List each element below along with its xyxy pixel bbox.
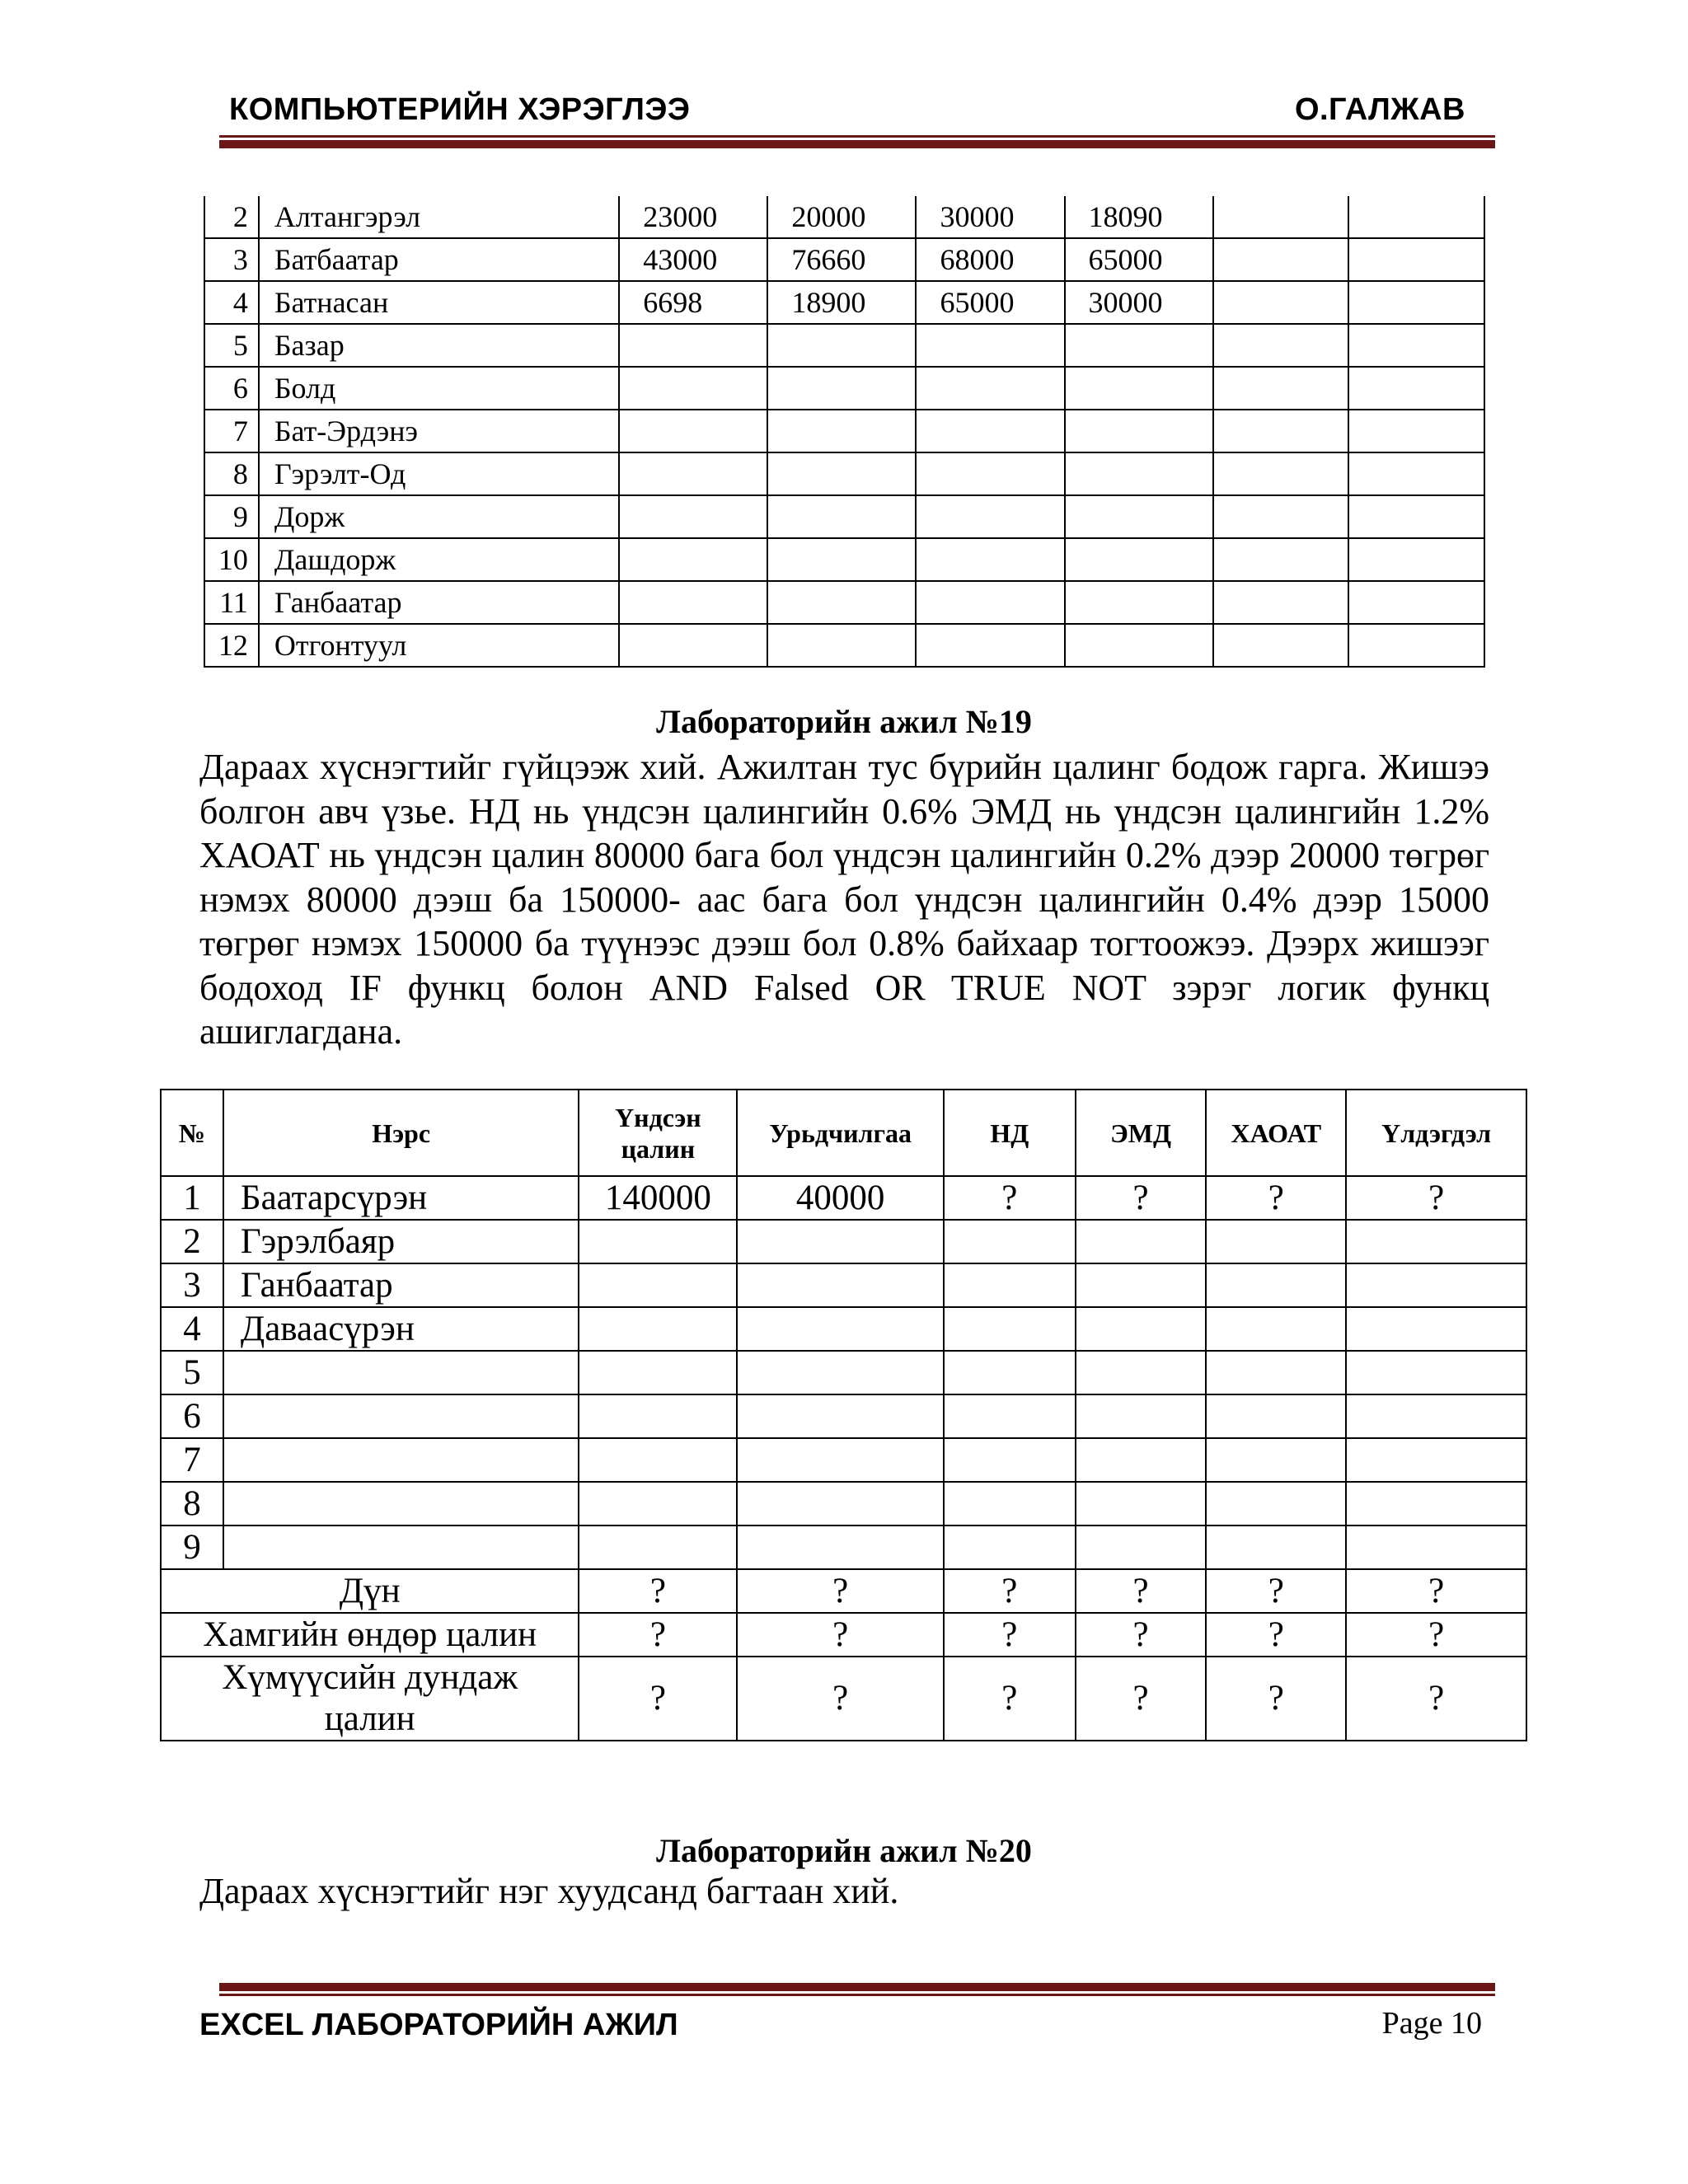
row-value	[579, 1526, 737, 1569]
empty-cell	[1348, 324, 1484, 367]
row-value	[767, 452, 916, 495]
empty-cell	[1213, 538, 1349, 581]
row-value	[916, 452, 1064, 495]
table-row	[204, 495, 1484, 538]
table-row	[204, 410, 1484, 452]
col-header: ХАОАТ	[1206, 1090, 1346, 1176]
row-value	[1206, 1482, 1346, 1526]
row-name: Гэрэлт-Од	[259, 452, 619, 495]
row-value	[619, 410, 767, 452]
summary-value: ?	[737, 1613, 944, 1657]
row-value	[944, 1351, 1076, 1394]
empty-cell	[1348, 238, 1484, 281]
row-number: 8	[161, 1482, 223, 1526]
page-number: Page 10	[1381, 2006, 1482, 2041]
row-name: Дорж	[259, 495, 619, 538]
row-name: Ганбаатар	[223, 1263, 579, 1307]
row-value	[1076, 1220, 1207, 1263]
empty-cell	[1213, 410, 1349, 452]
row-value: 23000	[619, 196, 767, 238]
row-name: Дашдорж	[259, 538, 619, 581]
row-number: 7	[204, 410, 259, 452]
row-value	[944, 1438, 1076, 1482]
empty-cell	[1213, 238, 1349, 281]
row-value: 30000	[1065, 281, 1213, 324]
row-value: 76660	[767, 238, 916, 281]
row-number: 2	[161, 1220, 223, 1263]
row-value	[1065, 410, 1213, 452]
row-number: 8	[204, 452, 259, 495]
row-value	[1206, 1394, 1346, 1438]
row-value	[916, 410, 1064, 452]
row-number: 12	[204, 624, 259, 667]
table-row	[204, 367, 1484, 410]
row-value	[916, 581, 1064, 624]
row-value	[767, 581, 916, 624]
row-value	[1065, 324, 1213, 367]
row-value	[579, 1438, 737, 1482]
empty-cell	[1213, 196, 1349, 238]
row-value	[1346, 1438, 1526, 1482]
row-value	[1346, 1526, 1526, 1569]
row-value	[1065, 581, 1213, 624]
table-row	[161, 1176, 1526, 1220]
row-number: 11	[204, 581, 259, 624]
row-number: 5	[204, 324, 259, 367]
row-value	[737, 1394, 944, 1438]
row-name: Алтангэрэл	[259, 196, 619, 238]
row-value: ?	[1346, 1176, 1526, 1220]
row-number: 9	[204, 495, 259, 538]
summary-row	[161, 1569, 1526, 1613]
summary-value: ?	[1206, 1569, 1346, 1613]
row-name: Базар	[259, 324, 619, 367]
row-value	[767, 410, 916, 452]
table-row	[161, 1220, 1526, 1263]
table-row	[204, 581, 1484, 624]
row-value: 43000	[619, 238, 767, 281]
row-value	[1076, 1351, 1207, 1394]
lab19-text: Дараах хүснэгтийг гүйцээж хий. Ажилтан тус бүрийн цалинг бодож гарга. Жишээ болгон авч үзье. НД нь үндсэн цалингийн 0.6% ЭМД нь үндсэн цалингийн 1.2% ХАОАТ нь үндсэн цалин 80000 бага бол үндсэн цалингийн 0.2% дээр 20000 төгрөг нэмэх 80000 дээш ба 150000- аас бага бол үндсэн цалингийн 0.4% дээр 15000 төгрөг нэмэх 150000 ба түүнээс дээш бол 0.8% байхаар тогтоожээ. Дээрх жишээг бодоход IF функц болон AND Falsed OR TRUE NOT зэрэг логик функц ашиглагдана.	[199, 747, 1489, 1052]
row-value: 6698	[619, 281, 767, 324]
summary-label: Дүн	[161, 1569, 579, 1613]
empty-cell	[1213, 624, 1349, 667]
row-value	[737, 1351, 944, 1394]
summary-value: ?	[737, 1569, 944, 1613]
summary-value: ?	[579, 1657, 737, 1741]
row-value	[944, 1263, 1076, 1307]
row-value: 140000	[579, 1176, 737, 1220]
row-value: 65000	[916, 281, 1064, 324]
summary-row	[161, 1657, 1526, 1741]
empty-cell	[1213, 495, 1349, 538]
row-name: Отгонтуул	[259, 624, 619, 667]
empty-cell	[1348, 452, 1484, 495]
row-value	[579, 1263, 737, 1307]
summary-value: ?	[1076, 1613, 1207, 1657]
header-author: О.ГАЛЖАВ	[1294, 92, 1465, 127]
row-value	[767, 624, 916, 667]
summary-value: ?	[1346, 1569, 1526, 1613]
table-row	[204, 238, 1484, 281]
col-header: №	[161, 1090, 223, 1176]
row-value	[1206, 1307, 1346, 1351]
row-number: 6	[161, 1394, 223, 1438]
row-value	[1076, 1438, 1207, 1482]
empty-cell	[1348, 495, 1484, 538]
col-header: Урьдчилгаа	[737, 1090, 944, 1176]
summary-value: ?	[944, 1569, 1076, 1613]
row-name	[223, 1394, 579, 1438]
row-number: 3	[161, 1263, 223, 1307]
table-row	[161, 1351, 1526, 1394]
table-row	[204, 196, 1484, 238]
row-value	[619, 624, 767, 667]
row-value	[619, 581, 767, 624]
summary-value: ?	[1346, 1657, 1526, 1741]
row-value	[737, 1526, 944, 1569]
row-value	[1206, 1263, 1346, 1307]
row-value	[579, 1307, 737, 1351]
row-value	[767, 495, 916, 538]
row-value	[1346, 1307, 1526, 1351]
row-value	[1065, 624, 1213, 667]
row-value: 40000	[737, 1176, 944, 1220]
footer-title: EXCEL ЛАБОРАТОРИЙН АЖИЛ	[199, 2008, 678, 2042]
row-value	[1076, 1307, 1207, 1351]
row-value	[1206, 1526, 1346, 1569]
row-value	[1076, 1526, 1207, 1569]
row-value	[619, 495, 767, 538]
summary-value: ?	[944, 1657, 1076, 1741]
row-value: 20000	[767, 196, 916, 238]
salary-table-header	[161, 1090, 1526, 1176]
row-value: 18900	[767, 281, 916, 324]
col-header: НД	[944, 1090, 1076, 1176]
empty-cell	[1213, 452, 1349, 495]
empty-cell	[1213, 581, 1349, 624]
row-value	[944, 1526, 1076, 1569]
table-row	[161, 1263, 1526, 1307]
row-value	[1076, 1394, 1207, 1438]
empty-cell	[1213, 281, 1349, 324]
row-value	[1346, 1220, 1526, 1263]
header-title: КОМПЬЮТЕРИЙН ХЭРЭГЛЭЭ	[229, 92, 691, 127]
row-value	[1206, 1351, 1346, 1394]
header-rule	[219, 135, 1495, 148]
row-value	[579, 1482, 737, 1526]
summary-row	[161, 1613, 1526, 1657]
row-name: Баатарсүрэн	[223, 1176, 579, 1220]
names-table	[204, 196, 1485, 668]
row-value	[916, 538, 1064, 581]
row-value	[944, 1482, 1076, 1526]
summary-value: ?	[1346, 1613, 1526, 1657]
row-value	[737, 1263, 944, 1307]
summary-label: Хамгийн өндөр цалин	[161, 1613, 579, 1657]
row-value	[1065, 495, 1213, 538]
empty-cell	[1348, 196, 1484, 238]
row-value	[944, 1394, 1076, 1438]
lab20-text: Дараах хүснэгтийг нэг хуудсанд багтаан хий.	[199, 1871, 899, 1911]
row-value	[1346, 1351, 1526, 1394]
row-value: ?	[1076, 1176, 1207, 1220]
summary-value: ?	[944, 1613, 1076, 1657]
empty-cell	[1348, 367, 1484, 410]
table-row	[204, 281, 1484, 324]
row-number: 3	[204, 238, 259, 281]
empty-cell	[1348, 581, 1484, 624]
lab20-title: Лабораторийн ажил №20	[656, 1832, 1032, 1869]
table-row	[204, 624, 1484, 667]
summary-value: ?	[579, 1613, 737, 1657]
table-row	[161, 1307, 1526, 1351]
table-row	[161, 1482, 1526, 1526]
summary-value: ?	[737, 1657, 944, 1741]
row-value	[1206, 1220, 1346, 1263]
row-value	[1346, 1482, 1526, 1526]
row-value	[579, 1394, 737, 1438]
row-value: 65000	[1065, 238, 1213, 281]
row-value	[916, 624, 1064, 667]
summary-value: ?	[1206, 1613, 1346, 1657]
col-header: Үндсэн цалин	[579, 1090, 737, 1176]
row-name: Гэрэлбаяр	[223, 1220, 579, 1263]
row-value	[944, 1220, 1076, 1263]
row-value	[1076, 1482, 1207, 1526]
row-number: 1	[161, 1176, 223, 1220]
table-row	[161, 1394, 1526, 1438]
row-value	[619, 452, 767, 495]
row-value	[1065, 367, 1213, 410]
row-value	[737, 1482, 944, 1526]
salary-table	[160, 1089, 1527, 1741]
row-value	[916, 495, 1064, 538]
table-row	[161, 1526, 1526, 1569]
row-value	[619, 367, 767, 410]
row-name: Батбаатар	[259, 238, 619, 281]
row-name: Бат-Эрдэнэ	[259, 410, 619, 452]
col-header: Үлдэгдэл	[1346, 1090, 1526, 1176]
col-header: ЭМД	[1076, 1090, 1207, 1176]
row-name: Даваасүрэн	[223, 1307, 579, 1351]
table-row	[204, 452, 1484, 495]
row-value	[1346, 1394, 1526, 1438]
row-value	[1065, 452, 1213, 495]
row-value	[579, 1220, 737, 1263]
row-value	[737, 1438, 944, 1482]
row-number: 10	[204, 538, 259, 581]
row-number: 7	[161, 1438, 223, 1482]
row-value: 68000	[916, 238, 1064, 281]
row-value	[767, 538, 916, 581]
lab19-title: Лабораторийн ажил №19	[656, 703, 1032, 740]
col-header: Нэрс	[223, 1090, 579, 1176]
row-name	[223, 1482, 579, 1526]
row-value	[767, 367, 916, 410]
summary-value: ?	[579, 1569, 737, 1613]
row-name	[223, 1351, 579, 1394]
empty-cell	[1213, 324, 1349, 367]
row-name	[223, 1526, 579, 1569]
table-row	[204, 538, 1484, 581]
summary-value: ?	[1076, 1657, 1207, 1741]
row-number: 4	[204, 281, 259, 324]
summary-value: ?	[1206, 1657, 1346, 1741]
row-value: 18090	[1065, 196, 1213, 238]
row-value	[1346, 1263, 1526, 1307]
empty-cell	[1348, 624, 1484, 667]
row-number: 6	[204, 367, 259, 410]
row-name: Болд	[259, 367, 619, 410]
row-value	[579, 1351, 737, 1394]
row-number: 9	[161, 1526, 223, 1569]
row-value	[944, 1307, 1076, 1351]
row-number: 2	[204, 196, 259, 238]
row-value	[767, 324, 916, 367]
empty-cell	[1348, 410, 1484, 452]
row-value	[737, 1307, 944, 1351]
row-value	[916, 367, 1064, 410]
table-row	[161, 1438, 1526, 1482]
row-name: Ганбаатар	[259, 581, 619, 624]
empty-cell	[1213, 367, 1349, 410]
row-value	[916, 324, 1064, 367]
empty-cell	[1348, 281, 1484, 324]
table-row	[204, 324, 1484, 367]
row-value	[619, 538, 767, 581]
row-value	[1076, 1263, 1207, 1307]
row-value: 30000	[916, 196, 1064, 238]
row-value	[1206, 1438, 1346, 1482]
summary-value: ?	[1076, 1569, 1207, 1613]
row-name	[223, 1438, 579, 1482]
summary-label: Хүмүүсийн дундаж цалин	[161, 1657, 579, 1741]
row-value	[619, 324, 767, 367]
row-name: Батнасан	[259, 281, 619, 324]
row-value	[1065, 538, 1213, 581]
row-number: 5	[161, 1351, 223, 1394]
empty-cell	[1348, 538, 1484, 581]
row-number: 4	[161, 1307, 223, 1351]
row-value	[737, 1220, 944, 1263]
row-value: ?	[1206, 1176, 1346, 1220]
row-value: ?	[944, 1176, 1076, 1220]
footer-rule	[219, 1983, 1495, 1996]
